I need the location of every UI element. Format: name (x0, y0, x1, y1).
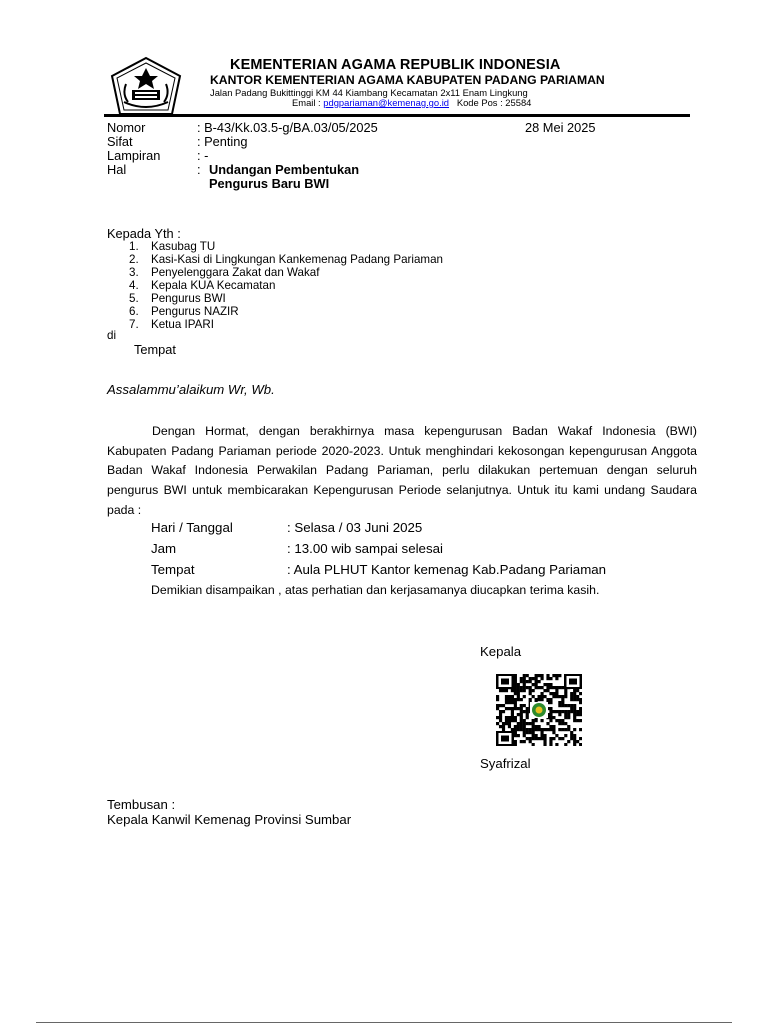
schedule-jam-value: : 13.00 wib sampai selesai (287, 541, 443, 556)
signature-title: Kepala (480, 644, 522, 659)
recipients-tempat: Tempat (134, 342, 176, 357)
letterhead-address: Jalan Padang Bukittinggi KM 44 Kiambang Kecamatan 2x11 Enam Lingkung (210, 87, 528, 98)
qr-code-signature (496, 674, 582, 746)
hal-colon: : (197, 162, 201, 177)
letterhead-title: KEMENTERIAN AGAMA REPUBLIK INDONESIA (230, 57, 561, 73)
lampiran-value: : - (197, 148, 209, 163)
email-link[interactable]: pdgpariaman@kemenag.go.id (323, 97, 450, 108)
list-item: 2. Kasi-Kasi di Lingkungan Kankemenag Padang Pariaman (129, 253, 443, 266)
lampiran-label: Lampiran (107, 148, 161, 163)
letterhead-contact (292, 97, 531, 108)
recipients-heading: Kepada Yth : (107, 226, 181, 241)
list-item: 7. Ketua IPARI (129, 318, 214, 331)
list-item: 5. Pengurus BWI (129, 292, 226, 305)
nomor-label: Nomor (107, 120, 146, 135)
tembusan-label: Tembusan : (107, 797, 176, 812)
body-paragraph: Dengan Hormat, dengan berakhirnya masa kepengurusan Badan Wakaf Indonesia (BWI) Kabupaten Padang Pariaman periode 2020-2023. Untuk menghindari kekosongan kepengurusan Anggota Badan Wakaf Indonesia Perwakilan Padang Pariaman, perlu dilakukan pertemuan dengan seluruh pengurus BWI untuk membicarakan Kepengurusan Periode selanjutnya. Untuk itu kami undang Saudara pada : (107, 424, 697, 517)
hal-subject-line2: Pengurus Baru BWI (209, 176, 330, 191)
recipients-list (129, 240, 443, 331)
letterhead-subtitle: KANTOR KEMENTERIAN AGAMA KABUPATEN PADANG PARIAMAN (210, 73, 605, 87)
greeting: Assalammu’alaikum Wr, Wb. (107, 382, 275, 397)
sifat-value: : Penting (197, 134, 248, 149)
schedule-tempat-label: Tempat (151, 562, 195, 577)
page-bottom-line (36, 1022, 732, 1023)
list-item: 6. Pengurus NAZIR (129, 305, 239, 318)
schedule-tempat-value: : Aula PLHUT Kantor kemenag Kab.Padang Pariaman (287, 562, 607, 577)
schedule-jam-label: Jam (151, 541, 177, 556)
tembusan-item: Kepala Kanwil Kemenag Provinsi Sumbar (107, 812, 352, 827)
closing-text: Demikian disampaikan , atas perhatian dan kerjasamanya diucapkan terima kasih. (151, 583, 600, 597)
list-item: 3. Penyelenggara Zakat dan Wakaf (129, 266, 320, 279)
nomor-value: : B-43/Kk.03.5-g/BA.03/05/2025 (197, 120, 378, 135)
schedule-hari-label: Hari / Tanggal (151, 520, 233, 535)
kemenag-emblem-logo (110, 56, 182, 118)
email-label: Email : (292, 97, 324, 108)
hal-subject-line1: Undangan Pembentukan (209, 162, 360, 177)
postal-code: Kode Pos : 25584 (456, 97, 532, 108)
list-item: 1. Kasubag TU (129, 240, 216, 253)
letter-date: 28 Mei 2025 (525, 120, 596, 135)
list-item: 4. Kepala KUA Kecamatan (129, 279, 276, 292)
schedule-hari-value: : Selasa / 03 Juni 2025 (287, 520, 423, 535)
hal-label: Hal (107, 162, 127, 177)
sifat-label: Sifat (107, 134, 133, 149)
signatory-name: Syafrizal (480, 756, 531, 771)
letterhead-divider (104, 114, 690, 117)
recipients-di: di (107, 329, 117, 342)
